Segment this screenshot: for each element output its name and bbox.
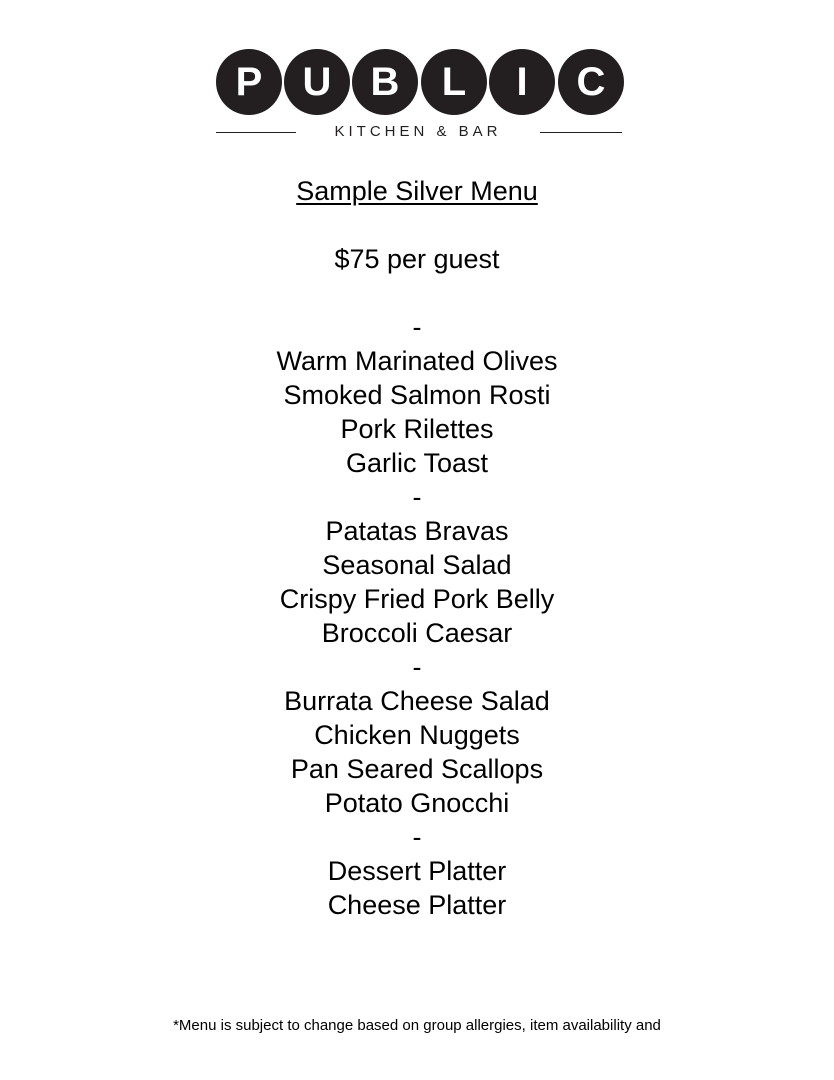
menu-item: Potato Gnocchi: [324, 788, 510, 818]
menu-item: Burrata Cheese Salad: [284, 686, 550, 716]
menu-separator: -: [412, 312, 422, 342]
menu-item: Smoked Salmon Rosti: [283, 380, 551, 410]
logo-letter-u: U: [284, 49, 350, 115]
logo-letter-b: B: [352, 49, 418, 115]
menu-separator: -: [412, 482, 422, 512]
menu-item: Cheese Platter: [327, 890, 507, 920]
menu-item: Dessert Platter: [327, 856, 507, 886]
logo-letter-l: L: [421, 49, 487, 115]
logo-letter-c: C: [558, 49, 624, 115]
logo-letter-p: P: [216, 49, 282, 115]
menu-item: Pan Seared Scallops: [290, 754, 544, 784]
logo-rule-left: [216, 132, 296, 133]
menu-item: Warm Marinated Olives: [276, 346, 558, 376]
menu-item: Garlic Toast: [345, 448, 489, 478]
menu-price: $75 per guest: [334, 244, 500, 274]
logo-subline: [216, 122, 622, 142]
menu-item: Seasonal Salad: [322, 550, 512, 580]
menu-footnote: *Menu is subject to change based on group allergies, item availability and: [173, 1017, 661, 1034]
logo-letter-circles: [216, 49, 626, 115]
menu-item: Pork Rilettes: [340, 414, 494, 444]
menu-item-list: [0, 310, 834, 922]
logo-rule-right: [540, 132, 622, 133]
logo-tagline: KITCHEN & BAR: [334, 123, 502, 140]
menu-separator: -: [412, 822, 422, 852]
menu-title: Sample Silver Menu: [296, 176, 538, 206]
menu-item: Chicken Nuggets: [314, 720, 520, 750]
restaurant-logo: [0, 0, 834, 150]
menu-item: Patatas Bravas: [325, 516, 509, 546]
menu-separator: -: [412, 652, 422, 682]
menu-item: Crispy Fried Pork Belly: [279, 584, 555, 614]
menu-item: Broccoli Caesar: [321, 618, 513, 648]
logo-letter-i: I: [489, 49, 555, 115]
